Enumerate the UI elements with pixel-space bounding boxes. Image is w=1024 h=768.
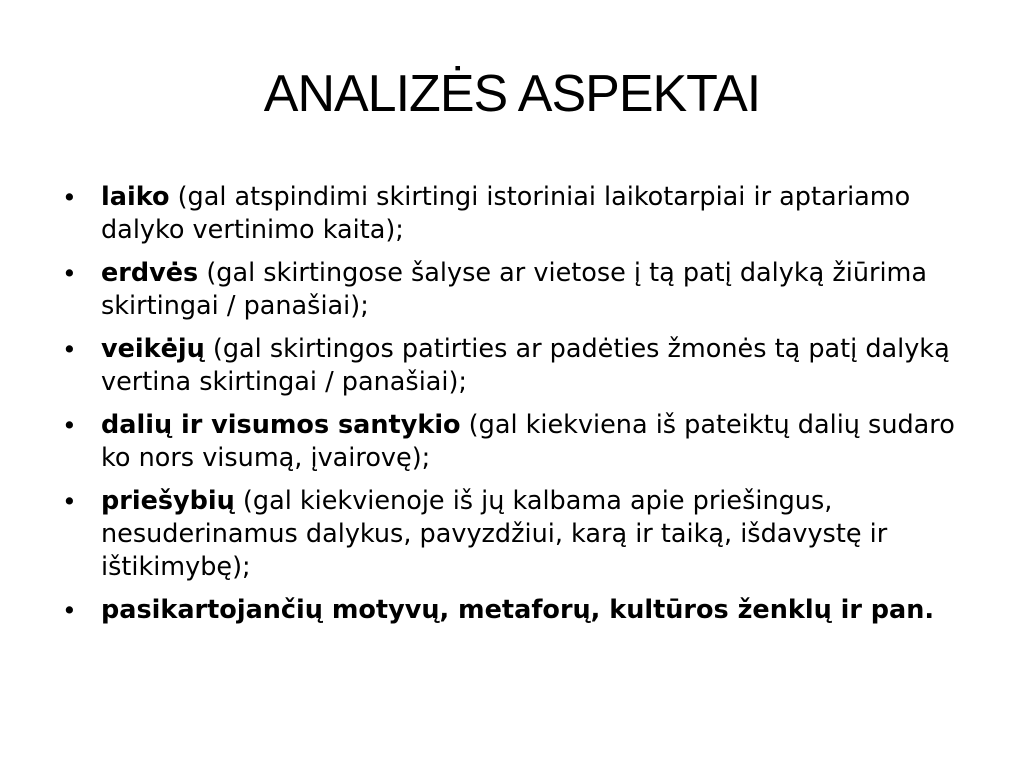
aspect-detail: (gal atspindimi skirtingi istoriniai laikotarpiai ir aptariamo dalyko vertinimo kaita); [101,182,911,245]
list-item-veikeju [62,333,972,399]
bullet-icon: • [62,411,77,440]
aspect-detail: (gal kiekviena iš pateiktų dalių sudaro ko nors visumą, įvairovę); [101,410,955,473]
slide-title: ANALIZĖS ASPEKTAI [263,65,761,123]
aspect-detail: (gal skirtingos patirties ar padėties žmonės tą patį dalyką vertina skirtingai / panašiai); [101,334,950,397]
aspect-detail: (gal kiekvienoje iš jų kalbama apie priešingus, nesuderinamus dalykus, pavyzdžiui, karą ir taiką, išdavystę ir ištikimybę); [101,486,888,582]
list-item-erdves [62,257,972,323]
list-item-pasikartojanciu-motyvu [62,594,972,627]
list-item-laiko [62,181,972,247]
bullet-icon: • [62,259,77,288]
aspect-list [62,181,972,637]
bullet-icon: • [62,335,77,364]
aspect-term: laiko [101,182,170,212]
list-item-priesybiu [62,485,972,584]
aspect-term: pasikartojančių motyvų, metaforų, kultūros ženklų ir pan. [101,595,935,625]
list-item-daliu-ir-visumos [62,409,972,475]
aspect-term: erdvės [101,258,199,288]
bullet-icon: • [62,183,77,212]
aspect-term: priešybių [101,486,235,516]
bullet-icon: • [62,487,77,516]
bullet-icon: • [62,596,77,625]
aspect-term: veikėjų [101,334,205,364]
aspect-detail: (gal skirtingose šalyse ar vietose į tą patį dalyką žiūrima skirtingai / panašiai); [101,258,928,321]
aspect-term: dalių ir visumos santykio [101,410,461,440]
